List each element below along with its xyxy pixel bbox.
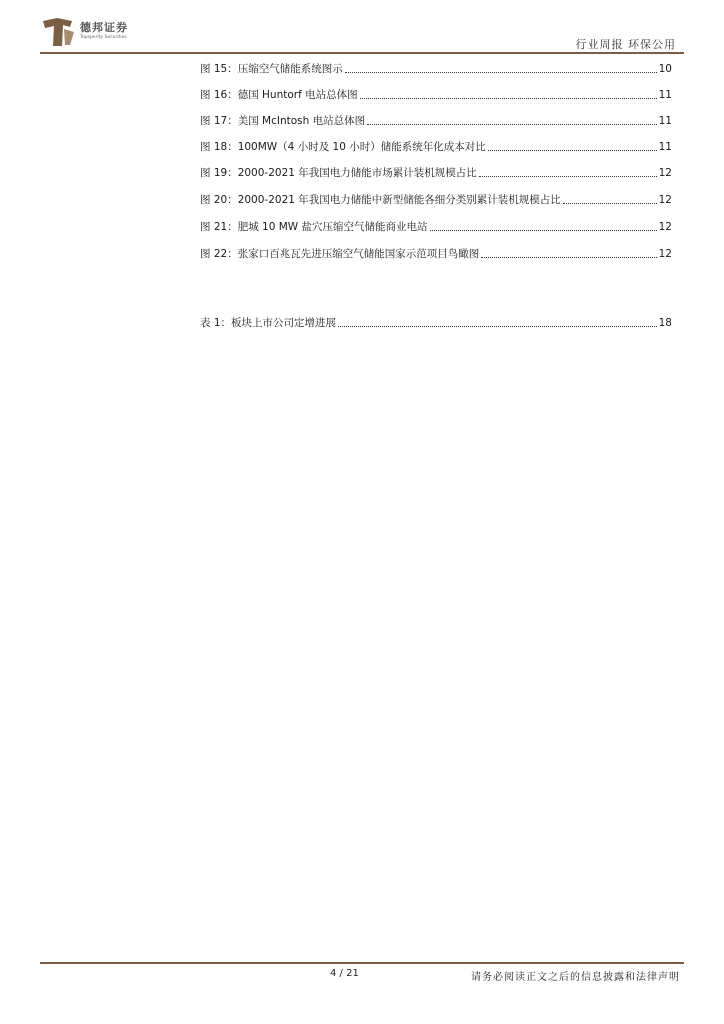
company-logo [40,16,140,48]
logo-mark-icon [40,16,76,48]
toc-entry-page: 12 [658,248,672,260]
toc-entry-label: 图 22：张家口百兆瓦先进压缩空气储能国家示范项目鸟瞰图 [200,248,480,260]
toc-entry-figure-16[interactable] [200,88,672,102]
toc-entry-table-1[interactable] [200,316,672,330]
toc-entry-page: 12 [658,167,672,179]
toc-entry-label: 图 20：2000-2021 年我国电力储能中新型储能各细分类别累计装机规模占比 [200,194,561,206]
toc-entry-figure-21[interactable] [200,220,672,234]
toc-entry-page: 10 [658,63,672,75]
toc-entry-page: 11 [658,89,672,101]
toc-entry-figure-19[interactable] [200,166,672,180]
leader-dots [479,175,657,177]
toc-entry-figure-18[interactable] [200,140,672,154]
toc-entry-label: 图 16：德国 Huntorf 电站总体图 [200,89,358,101]
leader-dots [338,325,657,327]
page-indicator: 4 / 21 [330,968,359,979]
toc-entry-label: 图 17：美国 McIntosh 电站总体图 [200,115,366,127]
leader-dots [481,256,656,258]
toc-entry-page: 18 [658,317,672,329]
toc-entry-page: 12 [658,221,672,233]
toc-entry-label: 图 15：压缩空气储能系统图示 [200,63,343,75]
toc-entry-figure-22[interactable] [200,247,672,261]
toc-entry-label: 图 18：100MW（4 小时及 10 小时）储能系统年化成本对比 [200,141,486,153]
logo-text-en: Topsperity Securities [80,35,127,40]
toc-entry-page: 11 [658,115,672,127]
leader-dots [345,71,657,73]
toc-entry-label: 表 1：板块上市公司定增进展 [200,317,337,329]
toc-entry-page: 12 [658,194,672,206]
leader-dots [430,229,657,231]
disclaimer-text: 请务必阅读正文之后的信息披露和法律声明 [471,972,680,983]
header-divider [40,52,684,54]
footer-divider [40,962,684,964]
toc-entry-figure-15[interactable] [200,62,672,76]
leader-dots [563,202,657,204]
logo-text-cn: 德邦证券 [80,21,128,34]
toc-entry-label: 图 21：肥城 10 MW 盐穴压缩空气储能商业电站 [200,221,428,233]
toc-entry-figure-17[interactable] [200,114,672,128]
report-category: 行业周报 环保公用 [575,38,676,51]
toc-entry-figure-20[interactable] [200,193,672,207]
toc-entry-page: 11 [658,141,672,153]
leader-dots [360,97,657,99]
leader-dots [488,149,657,151]
toc-entry-label: 图 19：2000-2021 年我国电力储能市场累计装机规模占比 [200,167,477,179]
leader-dots [367,123,657,125]
